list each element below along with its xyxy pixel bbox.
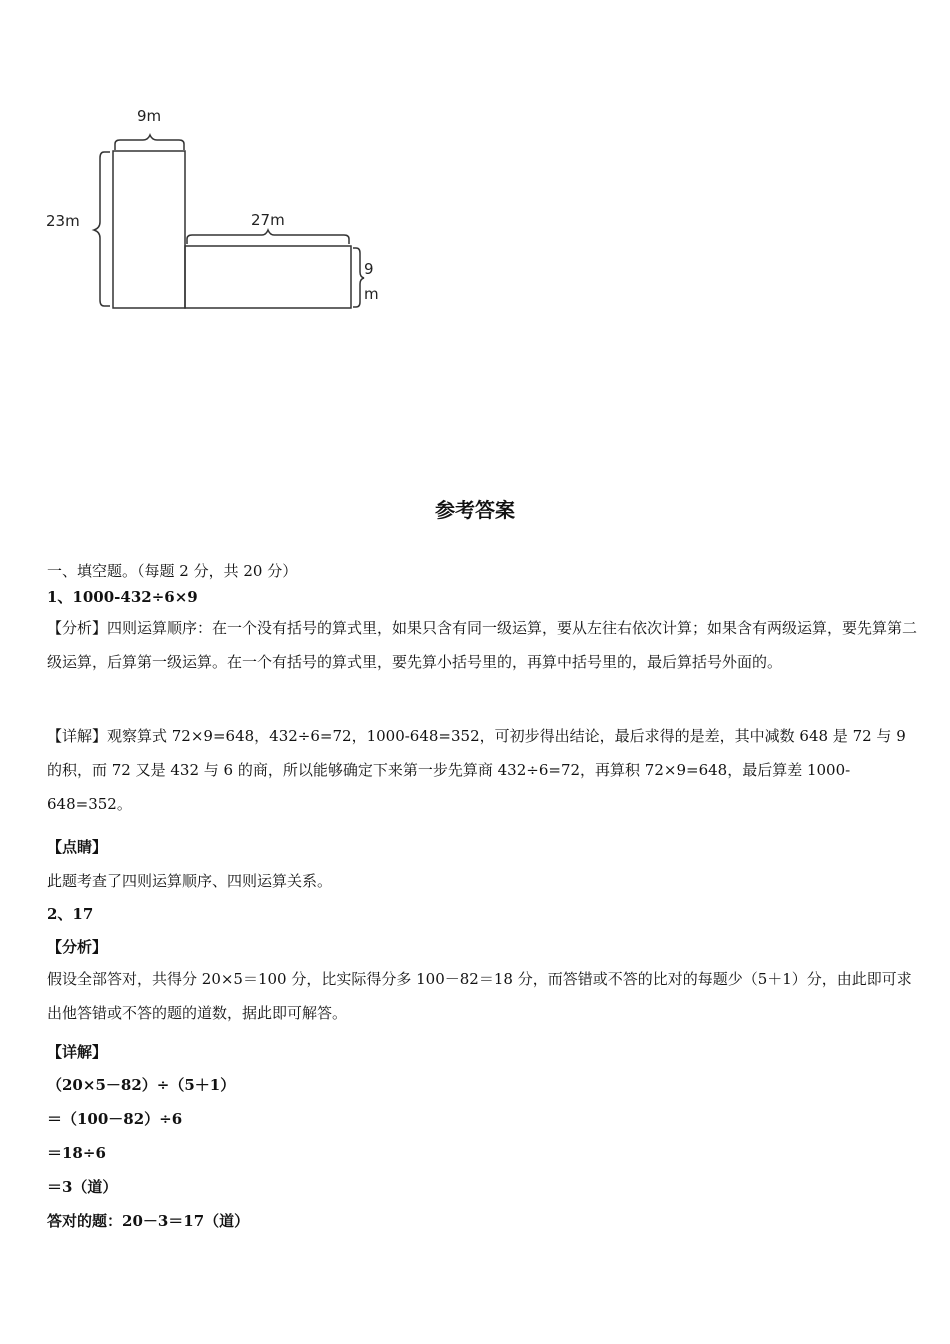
label-23m: 23m [46,212,80,230]
tall-rectangle [113,151,185,308]
q1-dianjing-text: 此题考查了四则运算顺序、四则运算关系。 [47,872,333,890]
q2-step-1: （20×5－82）÷（5＋1） [47,1076,236,1094]
right-brace [353,248,364,307]
label-27m: 27m [251,211,285,229]
q2-final: 答对的题：20－3＝17（道） [47,1212,250,1230]
q2-detail-label: 【详解】 [47,1043,108,1061]
q1-dianjing-label: 【点睛】 [47,838,108,856]
q2-answer: 2、17 [47,905,94,923]
q1-answer: 1、1000-432÷6×9 [47,588,198,606]
q2-analysis-text: 假设全部答对，共得分 20×5＝100 分，比实际得分多 100－82＝18 分，而答错或不答的比对的每题少（5＋1）分，由此即可求出他答错或不答的题的道数，据此即可解答。 [47,970,912,1022]
q2-step-3: ＝18÷6 [47,1144,106,1162]
left-brace [94,152,110,306]
label-9-right: 9 [364,260,374,278]
q2-analysis-label: 【分析】 [47,938,108,956]
section-header: 一、填空题。（每题 2 分，共 20 分） [47,562,298,580]
q1-detail: 【详解】观察算式 72×9=648，432÷6=72，1000-648=352，可初步得出结论，最后求得的是差，其中减数 648 是 72 与 9 的积，而 72 又是 432 与 6 的商，所以能够确定下来第一步先算商 432÷6=72，再算积 72×9=648，最后算差 1000-648=352。 [47,727,906,813]
top-brace [115,135,184,150]
label-9m-top: 9m [137,107,162,125]
wide-rectangle [185,246,351,308]
page-title: 参考答案 [435,498,515,522]
label-m-right: m [364,285,379,303]
q1-analysis: 【分析】四则运算顺序：在一个没有括号的算式里，如果只含有同一级运算，要从左往右依次计算；如果含有两级运算，要先算第二级运算，后算第一级运算。在一个有括号的算式里，要先算小括号里的，再算中括号里的，最后算括号外面的。 [47,619,918,671]
q2-step-4: ＝3（道） [47,1178,118,1196]
l-shape-diagram [0,0,420,330]
q2-step-2: ＝（100－82）÷6 [47,1110,183,1128]
middle-brace [187,230,349,244]
